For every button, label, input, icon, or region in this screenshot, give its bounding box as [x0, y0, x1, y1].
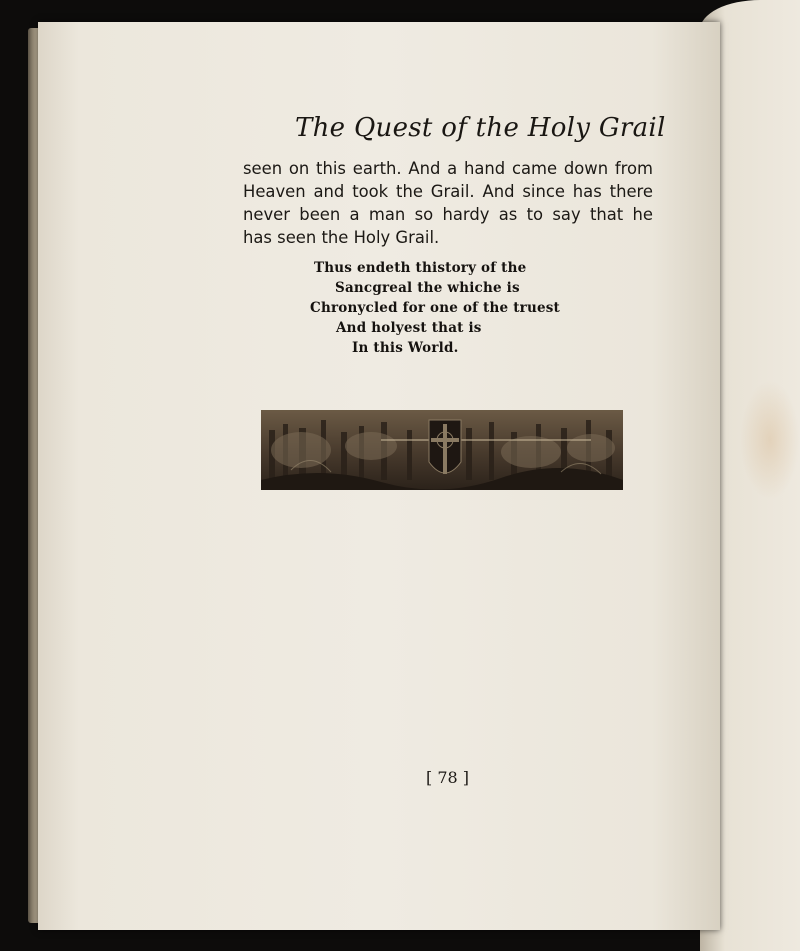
tailpiece-illustration — [261, 410, 623, 490]
running-head: The Quest of the Holy Grail — [295, 113, 666, 143]
colophon — [310, 258, 610, 358]
colophon-line: Sancgreal the whiche is — [335, 280, 520, 296]
colophon-line: Chronycled for one of the truest — [310, 300, 560, 316]
foxing-stain — [740, 380, 800, 500]
body-line: has seen the Holy Grail. — [243, 228, 440, 247]
body-line: seen on this earth. And a hand came down from — [243, 159, 653, 178]
body-line: Heaven and took the Grail. And since has there — [243, 182, 653, 201]
body-line: never been a man so hardy as to say that he — [243, 205, 653, 224]
colophon-line: And holyest that is — [336, 320, 482, 336]
colophon-line: Thus endeth thistory of the — [314, 260, 527, 276]
body-text — [243, 157, 653, 249]
page-number: [ 78 ] — [426, 768, 470, 787]
colophon-line: In this World. — [352, 340, 459, 356]
tailpiece-artwork — [261, 410, 623, 490]
